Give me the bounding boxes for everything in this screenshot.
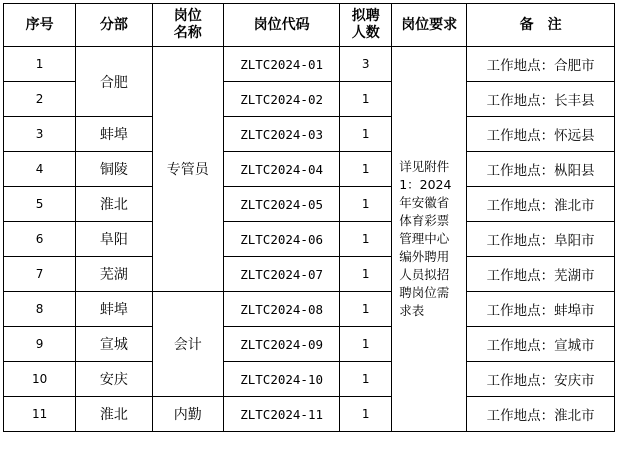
table-row <box>4 397 615 432</box>
table-row <box>4 47 615 82</box>
cell-count: 1 <box>340 117 392 152</box>
header-requirement: 岗位要求 <box>392 4 467 47</box>
table-row <box>4 187 615 222</box>
cell-count: 1 <box>340 362 392 397</box>
note-text: 工作地点：阜阳市 <box>486 233 595 249</box>
cell-note <box>467 187 615 222</box>
cell-position-clerk: 内勤 <box>152 397 223 432</box>
note-text: 工作地点：淮北市 <box>486 198 595 214</box>
cell-dept: 阜阳 <box>76 222 152 257</box>
cell-count: 1 <box>340 397 392 432</box>
table-row <box>4 222 615 257</box>
header-code: 岗位代码 <box>223 4 340 47</box>
table-row <box>4 362 615 397</box>
note-text: 工作地点：怀远县 <box>486 128 595 144</box>
note-text: 工作地点：长丰县 <box>486 93 595 109</box>
table-body <box>4 47 615 432</box>
note-text: 工作地点：枞阳县 <box>486 163 595 179</box>
cell-no: 3 <box>4 117 76 152</box>
cell-count: 1 <box>340 222 392 257</box>
cell-note <box>467 47 615 82</box>
cell-code: ZLTC2024-02 <box>223 82 340 117</box>
requirement-text: 详见附件1：2024年安徽省体育彩票管理中心编外聘用人员拟招聘岗位需求表 <box>399 159 452 318</box>
cell-code: ZLTC2024-11 <box>223 397 340 432</box>
cell-code: ZLTC2024-03 <box>223 117 340 152</box>
cell-position-specialist: 专管员 <box>152 47 223 292</box>
cell-code: ZLTC2024-01 <box>223 47 340 82</box>
cell-count: 3 <box>340 47 392 82</box>
cell-code: ZLTC2024-05 <box>223 187 340 222</box>
cell-code: ZLTC2024-09 <box>223 327 340 362</box>
table-row <box>4 292 615 327</box>
cell-code: ZLTC2024-10 <box>223 362 340 397</box>
cell-note <box>467 397 615 432</box>
cell-requirement <box>392 47 467 432</box>
cell-position-accountant: 会计 <box>152 292 223 397</box>
cell-note <box>467 222 615 257</box>
header-row <box>4 4 615 47</box>
cell-dept: 合肥 <box>76 47 152 117</box>
cell-dept: 铜陵 <box>76 152 152 187</box>
cell-no: 5 <box>4 187 76 222</box>
note-text: 工作地点：芜湖市 <box>486 268 595 284</box>
cell-note <box>467 117 615 152</box>
cell-dept: 蚌埠 <box>76 117 152 152</box>
cell-count: 1 <box>340 187 392 222</box>
cell-no: 9 <box>4 327 76 362</box>
cell-count: 1 <box>340 257 392 292</box>
cell-note <box>467 82 615 117</box>
cell-dept: 宣城 <box>76 327 152 362</box>
cell-no: 2 <box>4 82 76 117</box>
cell-count: 1 <box>340 82 392 117</box>
cell-no: 6 <box>4 222 76 257</box>
header-note: 备 注 <box>467 4 615 47</box>
cell-count: 1 <box>340 327 392 362</box>
cell-note <box>467 327 615 362</box>
cell-dept: 淮北 <box>76 397 152 432</box>
header-dept: 分部 <box>76 4 152 47</box>
cell-code: ZLTC2024-08 <box>223 292 340 327</box>
cell-count: 1 <box>340 152 392 187</box>
table-row <box>4 257 615 292</box>
table-row <box>4 152 615 187</box>
recruitment-table <box>3 3 615 432</box>
cell-no: 1 <box>4 47 76 82</box>
cell-no: 7 <box>4 257 76 292</box>
cell-dept: 安庆 <box>76 362 152 397</box>
cell-no: 11 <box>4 397 76 432</box>
cell-code: ZLTC2024-07 <box>223 257 340 292</box>
note-text: 工作地点：安庆市 <box>486 373 595 389</box>
table-header <box>4 4 615 47</box>
cell-no: 4 <box>4 152 76 187</box>
cell-note <box>467 292 615 327</box>
table-row <box>4 327 615 362</box>
note-text: 工作地点：宣城市 <box>486 338 595 354</box>
cell-no: 8 <box>4 292 76 327</box>
note-text: 工作地点：蚌埠市 <box>486 303 595 319</box>
header-position <box>152 4 223 47</box>
cell-dept: 芜湖 <box>76 257 152 292</box>
cell-note <box>467 362 615 397</box>
header-no: 序号 <box>4 4 76 47</box>
note-text: 工作地点：合肥市 <box>486 58 595 74</box>
header-count <box>340 4 392 47</box>
cell-code: ZLTC2024-06 <box>223 222 340 257</box>
cell-no: 10 <box>4 362 76 397</box>
cell-dept: 淮北 <box>76 187 152 222</box>
cell-count: 1 <box>340 292 392 327</box>
note-text: 工作地点：淮北市 <box>486 408 595 424</box>
cell-note <box>467 152 615 187</box>
header-count-text: 拟聘人数 <box>351 8 380 41</box>
cell-dept: 蚌埠 <box>76 292 152 327</box>
header-position-text: 岗位名称 <box>173 8 202 41</box>
cell-code: ZLTC2024-04 <box>223 152 340 187</box>
table-row <box>4 117 615 152</box>
cell-note <box>467 257 615 292</box>
